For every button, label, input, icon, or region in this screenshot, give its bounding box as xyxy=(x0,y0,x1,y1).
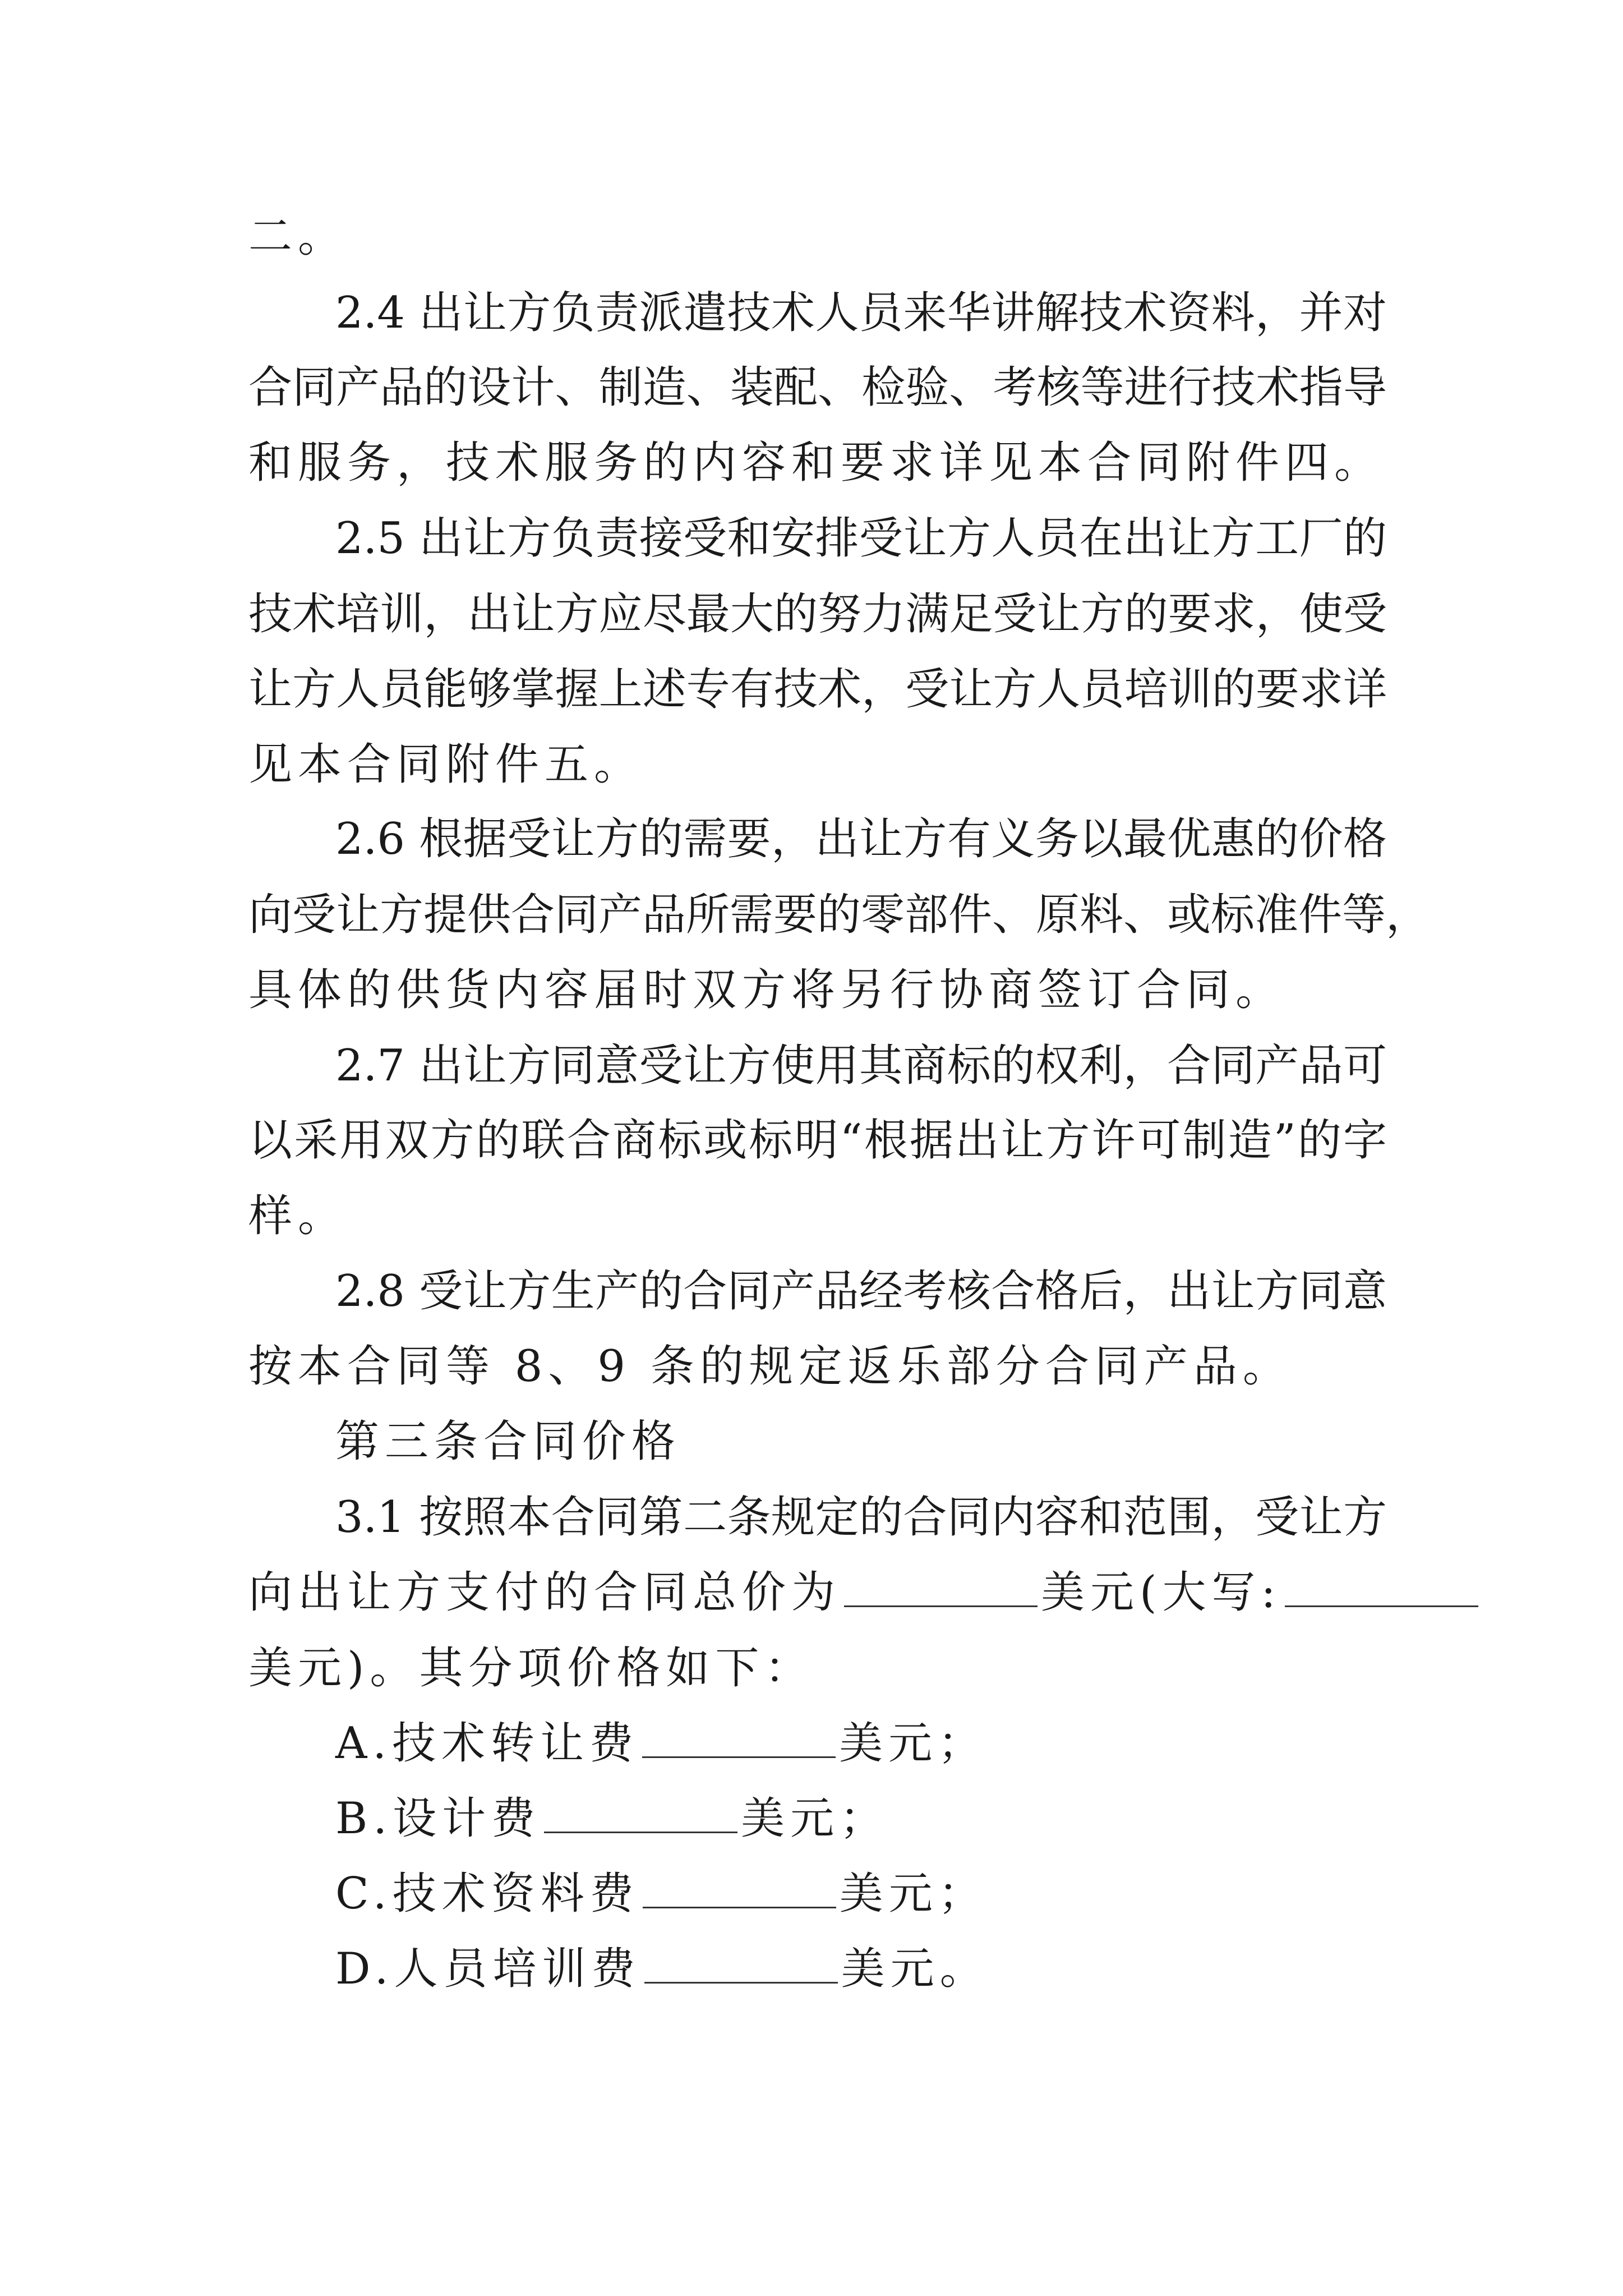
text-line: 以采用双方的联合商标或标明“根据出让方许可制造”的字 xyxy=(248,1115,1387,1166)
text-line: 具体的供货内容届时双方将另行协商签订合同。 xyxy=(248,965,1285,1015)
item-unit: 美元； xyxy=(839,1718,988,1769)
item-blank xyxy=(643,1866,836,1908)
clause-3-1-line: 3.1 按照本合同第二条规定的合同内容和范围，受让方 xyxy=(335,1492,1387,1543)
price-item-d xyxy=(335,1941,1474,1997)
item-label: A.技术转让费 xyxy=(335,1718,639,1769)
item-blank xyxy=(642,1716,836,1758)
text-line: 技术培训，出让方应尽最大的努力满足受让方的要求，使受 xyxy=(248,589,1387,639)
price-item-a xyxy=(335,1715,1474,1772)
clause-2-8-line: 2.8 受让方生产的合同产品经考核合格后，出让方同意 xyxy=(335,1266,1387,1317)
clause-2-6-line: 2.6 根据受让方的需要，出让方有义务以最优惠的价格 xyxy=(335,814,1387,864)
item-label: C.技术资料费 xyxy=(335,1869,639,1919)
clause-2-7-line: 2.7 出让方同意受让方使用其商标的权利，合同产品可 xyxy=(335,1041,1387,1091)
item-blank xyxy=(644,1941,838,1984)
text-line: 见本合同附件五。 xyxy=(248,739,644,790)
text-line: 和服务，技术服务的内容和要求详见本合同附件四。 xyxy=(248,438,1384,488)
text-line: 样。 xyxy=(248,1191,348,1241)
text-line: 按本合同等 8、9 条的规定返乐部分合同产品。 xyxy=(248,1341,1292,1392)
section-heading: 第三条合同价格 xyxy=(335,1416,681,1467)
text-line: 二。 xyxy=(248,211,348,262)
price-item-b xyxy=(335,1791,1474,1847)
item-blank xyxy=(544,1791,737,1833)
total-price-words-blank xyxy=(1285,1565,1478,1607)
text-line: 美元)。其分项价格如下： xyxy=(248,1643,814,1694)
clause-2-4-line: 2.4 出让方负责派遣技术人员来华讲解技术资料，并对 xyxy=(335,288,1387,338)
total-price-blank xyxy=(844,1565,1038,1607)
text-line: 让方人员能够掌握上述专有技术，受让方人员培训的要求详 xyxy=(248,664,1387,715)
clause-2-5-line: 2.5 出让方负责接受和安排受让方人员在出让方工厂的 xyxy=(335,513,1387,564)
item-unit: 美元； xyxy=(839,1869,988,1919)
item-unit: 美元； xyxy=(741,1793,889,1844)
text-line: 向受让方提供合同产品所需要的零部件、原料、或标准件等， xyxy=(248,890,1430,940)
price-item-c xyxy=(335,1866,1474,1922)
item-unit: 美元。 xyxy=(841,1944,989,1994)
text-segment: 向出让方支付的合同总价为 xyxy=(248,1567,841,1618)
item-label: D.人员培训费 xyxy=(335,1944,641,1994)
text-segment: 美元(大写: xyxy=(1041,1567,1281,1618)
total-price-line xyxy=(248,1565,1387,1621)
item-label: B.设计费 xyxy=(335,1793,541,1844)
text-line: 合同产品的设计、制造、装配、检验、考核等进行技术指导 xyxy=(248,362,1387,413)
